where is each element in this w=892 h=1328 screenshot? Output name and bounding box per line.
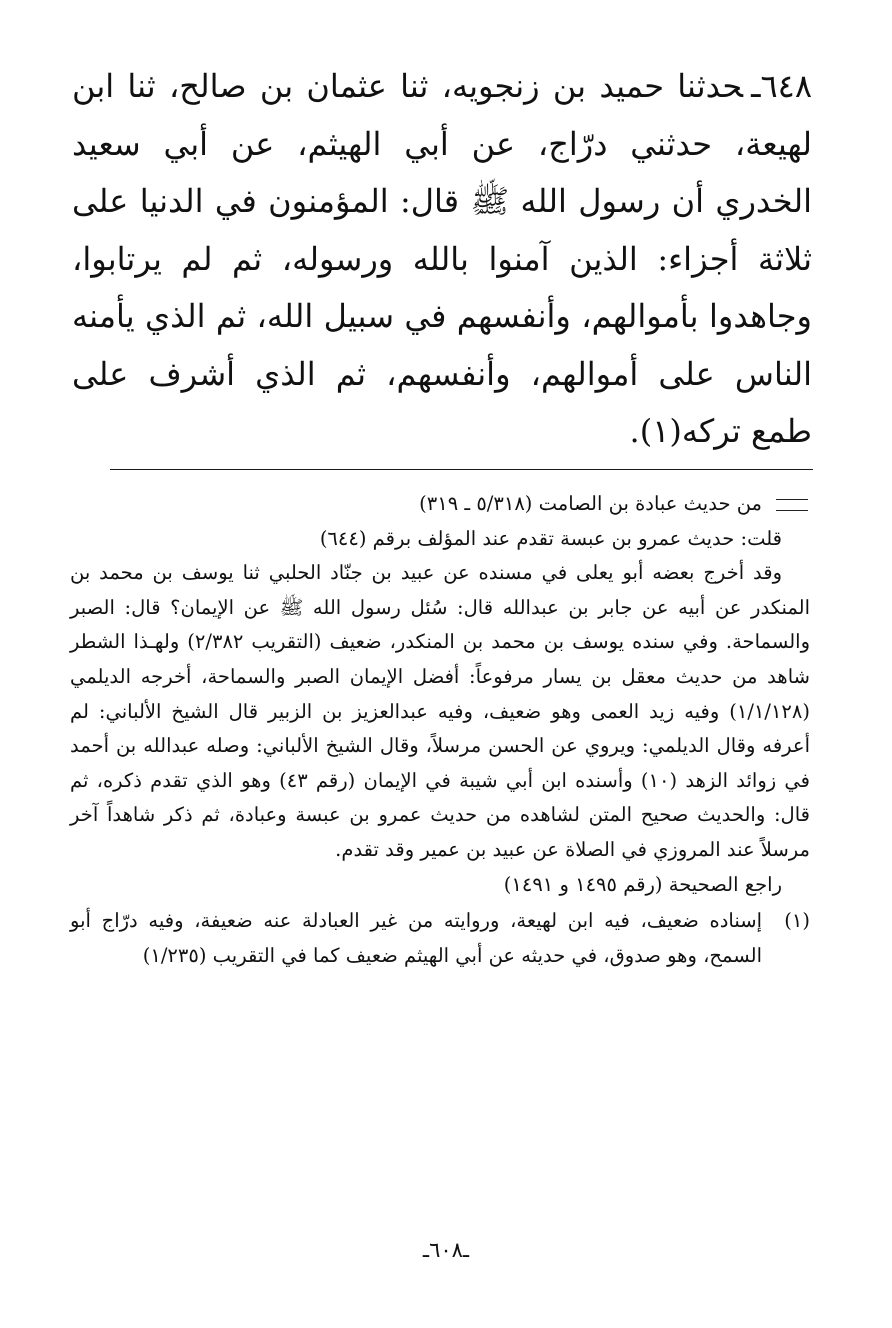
- hadith-text-block: [72, 58, 812, 461]
- footnote-paragraph-2: وقد أخرج بعضه أبو يعلى في مسنده عن عبيد بن جنّاد الحلبي ثنا يوسف بن محمد بن المنكدر عن أبيه عن جابر بن عبدالله قال: سُئل رسول الله ﷺ عن الإيمان؟ قال: الصبر والسماحة. وفي سنده يوسف بن محمد بن المنكدر، ضعيف (التقريب ٢/٣٨٢) ولهـذا الشطر شاهد من حديث معقل بن يسار مرفوعاً: أفضل الإيمان الصبر والسماحة، أخرجه الديلمي (١/١/١٢٨) وفيه زيد العمى وهو ضعيف، وفيه عبدالعزيز بن الزبير قال الشيخ الألباني: لم أعرفه وقال الديلمي: ويروي عن الحسن مرسلاً، وقال الشيخ الألباني: وصله عبدالله بن أحمد في زوائد الزهد (١٠) وأسنده ابن أبي شيبة في الإيمان (رقم ٤٣) وهو الذي تقدم ذكره، ثم قال: والحديث صحيح المتن لشاهده من حديث عمرو بن عبسة وعبادة، ثم ذكر شاهداً آخر مرسلاً عند المروزي في الصلاة عن عبيد بن عمير وقد تقدم.: [70, 561, 810, 861]
- footnote-1-number: (١): [784, 909, 810, 933]
- page-number: ـ٦٠٨ـ: [422, 1238, 470, 1262]
- footnote-paragraph-3: راجع الصحيحة (رقم ١٤٩٥ و ١٤٩١): [503, 872, 782, 896]
- hadith-body: حدثنا حميد بن زنجويه، ثنا عثمان بن صالح، ثنا ابن لهيعة، حدثني درّاج، عن أبي الهيثم، عن أبي سعيد الخدري أن رسول الله ﷺ قال: المؤمنون في الدنيا على ثلاثة أجزاء: الذين آمنوا بالله ورسوله، ثم لم يرتابوا، وجاهدوا بأموالهم، وأنفسهم في سبيل الله، ثم الذي يأمنه الناس على أموالهم، وأنفسهم، ثم الذي أشرف على طمع تركه(١).: [72, 67, 813, 450]
- footnotes-block: [70, 487, 810, 973]
- footnote-1-text: إسناده ضعيف، فيه ابن لهيعة، وروايته من غير العبادلة عنه ضعيفة، وفيه درّاج أبو السمح، وهو صدوق، في حديثه عن أبي الهيثم ضعيف كما في التقريب (١/٢٣٥): [70, 909, 762, 967]
- footnote-continuation-text: من حديث عبادة بن الصامت (٥/٣١٨ ـ ٣١٩): [419, 492, 762, 515]
- footnote-continuation: [70, 487, 810, 522]
- continuation-mark-icon: [776, 499, 808, 511]
- footnote-separator-rule: [110, 469, 813, 470]
- hadith-number: ٦٤٨ـ: [751, 67, 812, 105]
- footnote-paragraph-1: قلت: حديث عمرو بن عبسة تقدم عند المؤلف برقم (٦٤٤): [319, 526, 782, 550]
- footnote-1: [70, 904, 810, 973]
